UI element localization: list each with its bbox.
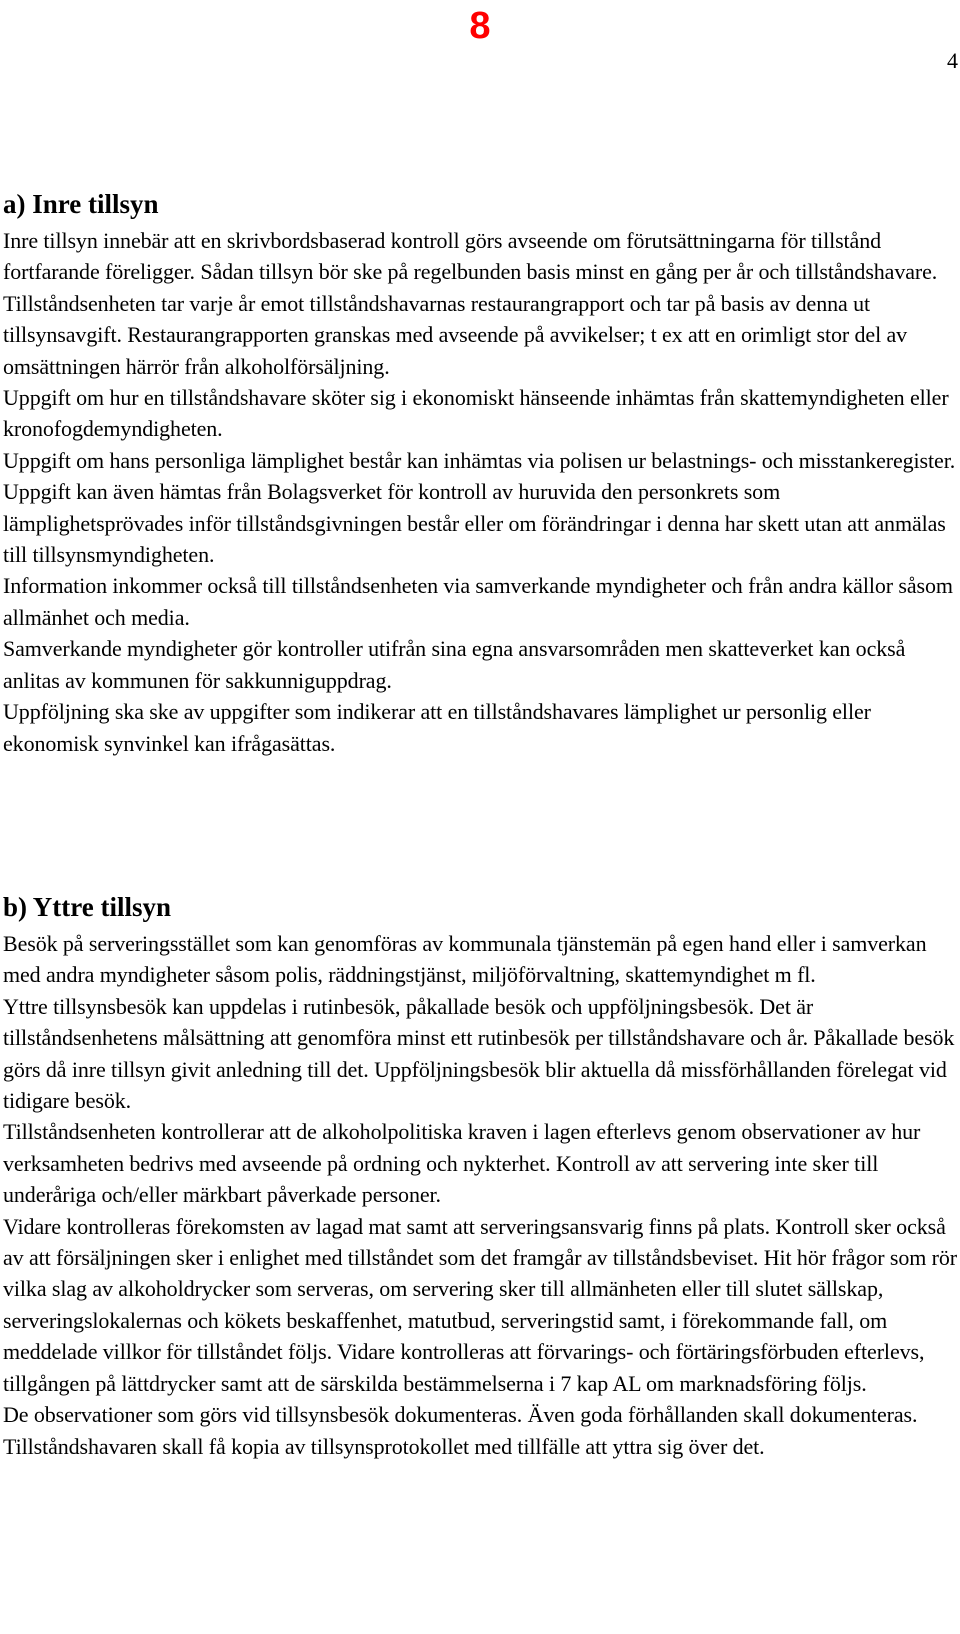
paragraph: De observationer som görs vid tillsynsbesök dokumenteras. Även goda förhållanden skall dokumenteras. Tillståndshavaren skall få kopia av tillsynsprotokollet med tillfälle att yttra sig över det. [3,1402,918,1459]
page-number: 4 [947,48,958,73]
section-heading: b) Yttre tillsyn [3,892,171,922]
paragraph: Uppföljning ska ske av uppgifter som indikerar att en tillståndshavares lämplighet ur personlig eller ekonomisk synvinkel kan ifrågasättas. [3,699,871,756]
paragraph: Tillståndsenheten kontrollerar att de alkoholpolitiska kraven i lagen efterlevs genom observationer av hur verksamheten bedrivs med avseende på ordning och nykterhet. Kontroll av att servering inte sker till underåriga och/eller märkbart påverkade personer. [3,1119,921,1208]
paragraph: Uppgift om hur en tillståndshavare sköter sig i ekonomiskt hänseende inhämtas från skattemyndigheten eller kronofogdemyndigheten. [3,385,949,442]
section-heading: a) Inre tillsyn [3,189,159,219]
paragraph: Yttre tillsynsbesök kan uppdelas i rutinbesök, påkallade besök och uppföljningsbesök. Det är tillståndsenhetens målsättning att genomföra minst ett rutinbesök per tillståndshavare och år. Påkallade besök görs då inre tillsyn givit anledning till det. Uppföljningsbesök blir aktuella då missförhållanden förelegat vid tidigare besök. [3,993,955,1114]
paragraph: Vidare kontrolleras förekomsten av lagad mat samt att serveringsansvarig finns på plats. Kontroll sker också av att försäljningen sker i enlighet med tillståndet som det framgår av tillståndsbeviset. Hit hör frågor som rör vilka slag av alkoholdrycker som serveras, om servering sker till allmänheten eller till slutet sällskap, serveringslokalernas och kökets beskaffenhet, matutbud, serveringstid samt, i förekommande fall, om meddelade villkor för tillståndet följs. Vidare kontrolleras att förvarings- och förtäringsförbuden efterlevs, tillgången på lättdrycker samt att de särskilda bestämmelserna i 7 kap AL om marknadsföring följs. [3,1213,958,1396]
section-yttre-tillsyn [3,890,958,1462]
paragraph: Uppgift kan även hämtas från Bolagsverket för kontroll av huruvida den personkrets som lämplighetsprövades inför tillståndsgivningen består eller om förändringar i denna har skett utan att anmälas till tillsynsmyndigheten. [3,479,946,568]
paragraph: Tillståndsenheten tar varje år emot tillståndshavarnas restaurangrapport och tar på basis av denna ut tillsynsavgift. Restaurangrapporten granskas med avseende på avvikelser; t ex att en orimligt stor del av omsättningen härrör från alkoholförsäljning. [3,290,908,379]
paragraph: Information inkommer också till tillståndsenheten via samverkande myndigheter och från andra källor såsom allmänhet och media. [3,573,953,630]
paragraph: Inre tillsyn innebär att en skrivbordsbaserad kontroll görs avseende om förutsättningarna för tillstånd fortfarande föreligger. Sådan tillsyn bör ske på regelbunden basis minst en gång per år och tillståndshavare. [3,228,938,285]
paragraph: Uppgift om hans personliga lämplighet består kan inhämtas via polisen ur belastnings- och misstankeregister. [3,447,956,473]
section-inre-tillsyn [3,187,958,759]
page-marker: 8 [469,5,491,47]
paragraph: Besök på serveringsstället som kan genomföras av kommunala tjänstemän på egen hand eller i samverkan med andra myndigheter såsom polis, räddningstjänst, miljöförvaltning, skattemyndighet m fl. [3,931,927,988]
paragraph: Samverkande myndigheter gör kontroller utifrån sina egna ansvarsområden men skatteverket kan också anlitas av kommunen för sakkunniguppdrag. [3,636,906,693]
